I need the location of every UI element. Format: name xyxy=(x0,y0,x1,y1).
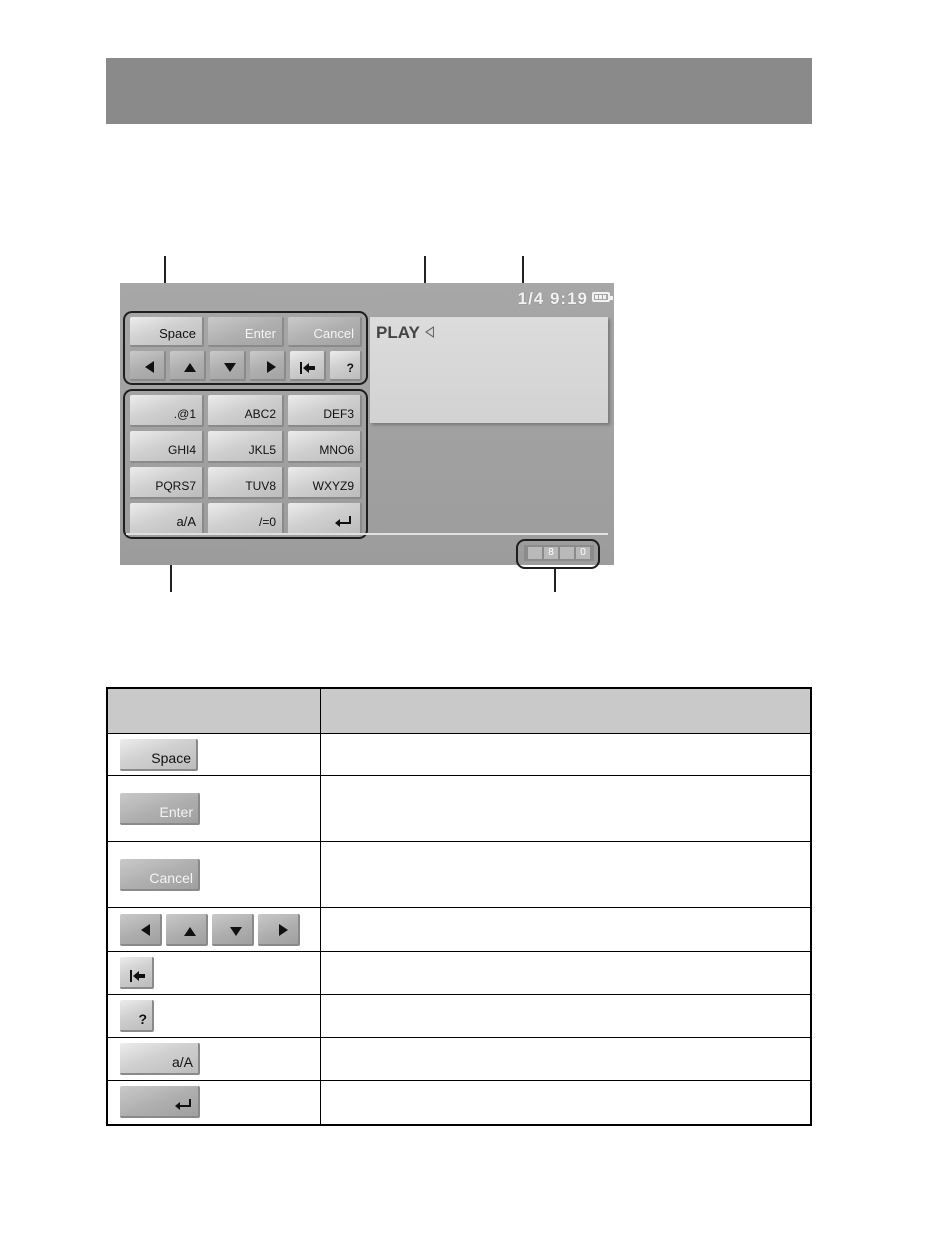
char-key-7[interactable] xyxy=(130,467,204,499)
table-header-cell xyxy=(107,688,321,734)
arrow-right-icon xyxy=(279,924,288,936)
case-toggle-key-sample xyxy=(120,1043,200,1075)
counter-cell-blank xyxy=(528,547,542,559)
key-legend-table xyxy=(106,687,812,1126)
char-key-9[interactable] xyxy=(288,467,362,499)
character-counter xyxy=(524,545,594,561)
return-arrow-icon xyxy=(174,1099,192,1111)
char-key-label: PQRS7 xyxy=(155,479,196,493)
char-key-label: MNO6 xyxy=(319,443,354,457)
down-key-sample xyxy=(212,914,254,946)
table-cell-description xyxy=(321,995,812,1038)
space-key-sample xyxy=(120,739,198,771)
right-key-sample xyxy=(258,914,300,946)
cursor-icon xyxy=(425,326,434,338)
char-key-label: TUV8 xyxy=(245,479,276,493)
help-key-label: ? xyxy=(346,361,354,375)
key-sample-label: Enter xyxy=(159,803,193,820)
enter-key-label: Enter xyxy=(244,326,276,341)
table-cell-key xyxy=(107,776,321,842)
key-sample-label: ? xyxy=(138,1011,147,1027)
char-key-label: JKL5 xyxy=(248,443,276,457)
char-key-8[interactable] xyxy=(208,467,284,499)
table-cell-description xyxy=(321,908,812,952)
backspace-icon xyxy=(300,362,316,374)
divider-line xyxy=(126,533,608,535)
psp-screen xyxy=(120,283,614,565)
char-key-2[interactable] xyxy=(208,395,284,427)
char-key-1[interactable] xyxy=(130,395,204,427)
backspace-key-sample xyxy=(120,957,154,989)
table-cell-description xyxy=(321,1081,812,1125)
table-cell-key xyxy=(107,952,321,995)
table-row xyxy=(107,908,811,952)
enter-key[interactable] xyxy=(208,317,284,347)
help-key[interactable] xyxy=(330,351,362,381)
table-cell-key xyxy=(107,1038,321,1081)
cursor-left-key[interactable] xyxy=(130,351,166,381)
char-key-label: .@1 xyxy=(173,407,196,421)
char-key-4[interactable] xyxy=(130,431,204,463)
char-key-6[interactable] xyxy=(288,431,362,463)
counter-digit: 8 xyxy=(544,547,558,559)
space-key[interactable] xyxy=(130,317,204,347)
cursor-up-key[interactable] xyxy=(170,351,206,381)
table-header-cell xyxy=(321,688,812,734)
table-cell-description xyxy=(321,776,812,842)
key-sample-label: Cancel xyxy=(149,869,193,886)
status-date-time: 1/4 9:19 xyxy=(517,289,588,308)
backspace-icon xyxy=(130,970,146,982)
cancel-key-sample xyxy=(120,859,200,891)
newline-key-sample xyxy=(120,1086,200,1118)
table-cell-description xyxy=(321,842,812,908)
section-header-bar xyxy=(106,58,812,124)
cursor-down-key[interactable] xyxy=(210,351,246,381)
backspace-key[interactable] xyxy=(290,351,326,381)
char-key-label: GHI4 xyxy=(167,443,196,457)
table-cell-key xyxy=(107,842,321,908)
cancel-key[interactable] xyxy=(288,317,362,347)
cursor-right-key[interactable] xyxy=(250,351,286,381)
table-header-row xyxy=(107,688,811,734)
cancel-key-label: Cancel xyxy=(313,326,354,341)
char-key-5[interactable] xyxy=(208,431,284,463)
char-key-0[interactable] xyxy=(208,503,284,535)
text-entry-field[interactable] xyxy=(370,317,608,423)
table-row xyxy=(107,952,811,995)
table-cell-key xyxy=(107,995,321,1038)
key-sample-label: Space xyxy=(151,749,191,766)
counter-digit: 0 xyxy=(576,547,590,559)
char-key-label: /=0 xyxy=(258,515,276,529)
newline-key[interactable] xyxy=(288,503,362,535)
arrow-right-icon xyxy=(267,361,276,373)
char-key-3[interactable] xyxy=(288,395,362,427)
table-row xyxy=(107,995,811,1038)
arrow-left-icon xyxy=(141,924,150,936)
table-row xyxy=(107,776,811,842)
table-row xyxy=(107,1081,811,1125)
return-arrow-icon xyxy=(334,516,352,528)
battery-icon xyxy=(592,292,610,302)
table-row xyxy=(107,734,811,776)
table-cell-description xyxy=(321,952,812,995)
up-key-sample xyxy=(166,914,208,946)
help-key-sample xyxy=(120,1000,154,1032)
key-sample-label: a/A xyxy=(171,1054,193,1070)
space-key-label: Space xyxy=(159,326,196,341)
table-cell-description xyxy=(321,1038,812,1081)
arrow-left-icon xyxy=(145,361,154,373)
table-cell-key xyxy=(107,1081,321,1125)
arrow-down-icon xyxy=(224,363,236,372)
counter-cell-blank xyxy=(560,547,574,559)
char-key-label: ABC2 xyxy=(244,407,276,421)
table-cell-key xyxy=(107,908,321,952)
text-entry-value: PLAY xyxy=(376,323,420,342)
case-toggle-key[interactable] xyxy=(130,503,204,535)
table-cell-description xyxy=(321,734,812,776)
char-key-label: DEF3 xyxy=(323,407,354,421)
arrow-down-icon xyxy=(230,927,242,936)
left-key-sample xyxy=(120,914,162,946)
table-row xyxy=(107,1038,811,1081)
char-key-label: WXYZ9 xyxy=(312,479,354,493)
table-row xyxy=(107,842,811,908)
arrow-up-icon xyxy=(184,363,196,372)
enter-key-sample xyxy=(120,793,200,825)
char-key-label: a/A xyxy=(176,514,196,529)
callout-line-counter xyxy=(554,568,556,592)
arrow-up-icon xyxy=(184,927,196,936)
table-cell-key xyxy=(107,734,321,776)
